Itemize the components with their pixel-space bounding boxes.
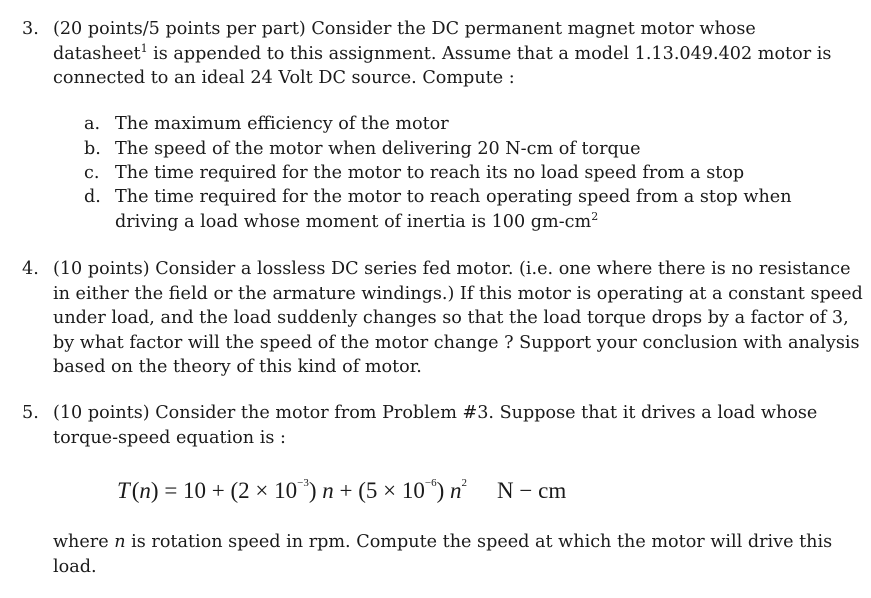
text-line: (10 points) Consider the motor from Problem #3. Suppose that it drives a load whose: [53, 403, 818, 423]
text-span: where: [53, 532, 115, 552]
problem-number: 4.: [22, 259, 39, 279]
eq-symbol: n: [450, 478, 462, 503]
eq-unit: N − cm: [497, 478, 567, 503]
eq-exponent: −6: [424, 477, 437, 489]
part-letter: c.: [84, 163, 100, 183]
part-text: The time required for the motor to reach its no load speed from a stop: [115, 163, 745, 183]
variable: n: [114, 532, 126, 552]
text-line: (20 points/5 points per part) Consider the DC permanent magnet motor whose: [53, 19, 756, 39]
problem-text: [53, 401, 853, 450]
text-line: based on the theory of this kind of motor.: [53, 357, 422, 377]
part-text: The speed of the motor when delivering 20 N-cm of torque: [115, 139, 641, 159]
problem-text: [53, 530, 853, 579]
part-letter: a.: [84, 114, 101, 134]
text-span: is appended to this assignment. Assume that a model 1.13.049.402 motor is: [147, 43, 832, 64]
eq-symbol: T: [117, 478, 130, 503]
text-line: [53, 42, 853, 67]
eq-symbol: n: [139, 478, 151, 503]
text-line: under load, and the load suddenly changes so that the load torque drops by a factor of 3,: [53, 308, 849, 328]
part-text: The time required for the motor to reach operating speed from a stop when: [115, 187, 792, 207]
eq-exponent: 2: [461, 477, 468, 489]
eq-text: ): [436, 478, 451, 503]
text-line: (10 points) Consider a lossless DC series fed motor. (i.e. one where there is no resistance: [53, 259, 851, 279]
torque-speed-equation: T $(n) = 10 + (2 \times 10^{-3})$ $n + (5 \times 10^{-6})$ $n^2$ N − cm: [117, 477, 567, 503]
text-line: in either the field or the armature windings.) If this motor is operating at a constant speed: [53, 283, 863, 304]
part-letter: b.: [84, 139, 101, 159]
text-span: is rotation speed in rpm. Compute the speed at which the motor will drive this: [125, 532, 833, 552]
text-line: torque-speed equation is :: [53, 427, 286, 448]
superscript: 2: [591, 210, 599, 223]
footnote-marker: 1: [140, 41, 148, 55]
text-line: connected to an ideal 24 Volt DC source. Compute :: [53, 68, 515, 88]
problem-number: 3.: [22, 19, 39, 39]
eq-text: ): [308, 478, 323, 503]
text-span: datasheet: [53, 43, 141, 64]
eq-text: + (5 × 10: [333, 478, 425, 503]
problem-text: [53, 257, 863, 380]
eq-text: = 10 + (2 × 10: [158, 478, 298, 503]
eq-exponent: −3: [297, 477, 309, 489]
problem-number: 5.: [22, 403, 39, 423]
text-span: driving a load whose moment of inertia is 100 gm-cm: [115, 212, 592, 232]
text-line: load.: [53, 556, 97, 577]
part-letter: d.: [84, 187, 101, 207]
eq-symbol: n: [322, 478, 334, 503]
part-text: The maximum efficiency of the motor: [115, 114, 449, 134]
text-line: by what factor will the speed of the motor change ? Support your conclusion with analysis: [53, 332, 860, 353]
part-text: [115, 210, 598, 235]
problem-text: [53, 17, 853, 91]
text-line: [53, 530, 853, 555]
